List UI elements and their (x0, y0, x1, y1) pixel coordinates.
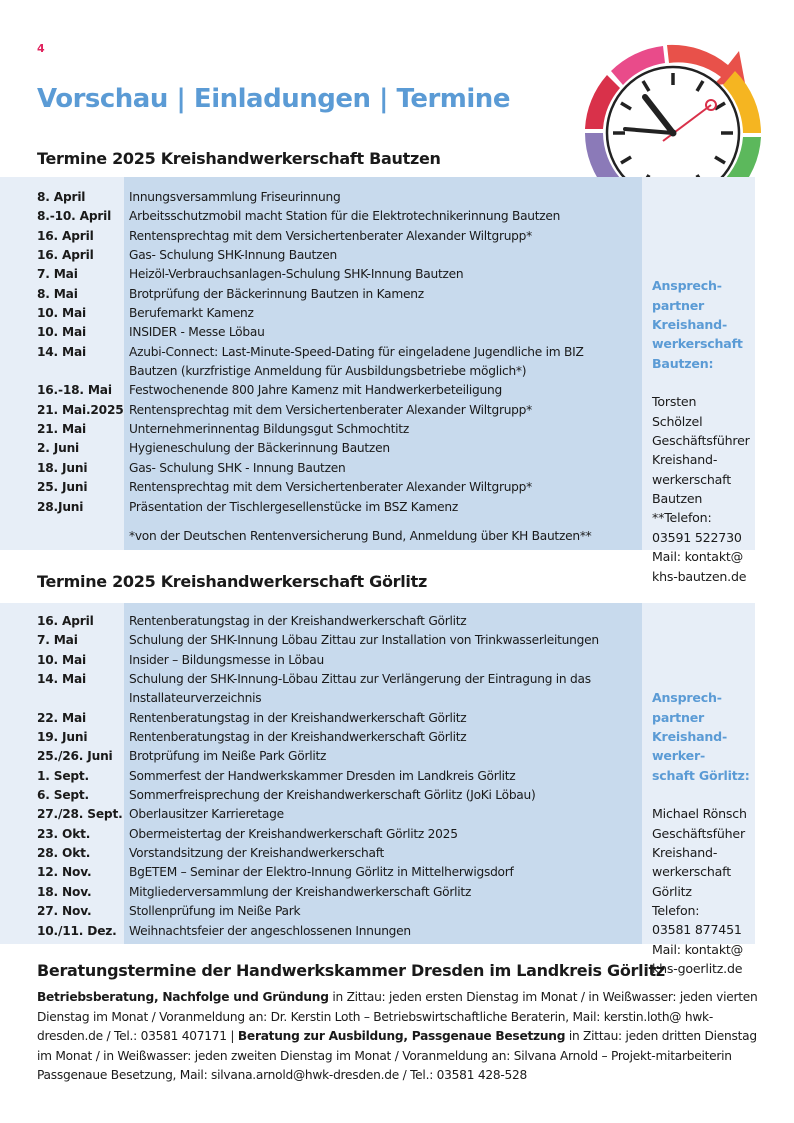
event-text: Festwochenende 800 Jahre Kamenz mit Handwerkerbeteiligung (129, 383, 502, 398)
event-text: Rentenberatungstag in der Kreishandwerkerschaft Görlitz (129, 730, 467, 745)
event-date: 18. Nov. (37, 884, 92, 899)
event-text: Sommerfest der Handwerkskammer Dresden im Landkreis Görlitz (129, 768, 516, 783)
table-row (0, 420, 642, 439)
bautzen-section-title: Termine 2025 Kreishandwerkerschaft Bautzen (37, 149, 441, 168)
event-date: 18. Juni (37, 460, 88, 475)
table-row (0, 902, 642, 921)
event-date: 21. Mai.2025 (37, 402, 124, 417)
table-row (0, 304, 642, 323)
bautzen-contact (652, 257, 750, 605)
table-row (0, 883, 642, 902)
table-row (0, 805, 642, 824)
event-text: Hygieneschulung der Bäckerinnung Bautzen (129, 441, 390, 456)
event-text: Sommerfreisprechung der Kreishandwerkerschaft Görlitz (JoKi Löbau) (129, 788, 536, 803)
beratung-text-2: in Zittau: jeden dritten Dienstag im Monat / in Weißwasser: jeden zweiten Dienstag im Monat / Voranmeldung an: Silvana Arnold – Projekt-mitarbeiterin Passgenaue Besetzung, Mail: silvana.arnold@hwk-dresden.de / Tel.: 03581 428-528 (37, 1029, 757, 1082)
table-row (0, 227, 642, 246)
event-date: 8. April (37, 190, 86, 204)
event-text: Obermeistertag der Kreishandwerkerschaft Görlitz 2025 (129, 826, 458, 841)
table-row (0, 401, 642, 420)
event-text: Rentensprechtag mit dem Versichertenberater Alexander Wiltgrupp* (129, 228, 532, 243)
event-text: Rentenberatungstag in der Kreishandwerkerschaft Görlitz (129, 710, 467, 725)
table-row (0, 612, 642, 631)
event-text: Rentenberatungstag in der Kreishandwerkerschaft Görlitz (129, 614, 467, 628)
event-date: 8.-10. April (37, 209, 112, 224)
event-text: Unternehmerinnentag Bildungsgut Schmochtitz (129, 422, 409, 437)
event-text: Schulung der SHK-Innung Löbau Zittau zur Installation von Trinkwasserleitungen (129, 633, 599, 648)
event-date: 10. Mai (37, 652, 86, 667)
event-date: 10. Mai (37, 325, 86, 340)
event-date: 16. April (37, 228, 94, 243)
beratung-bold-1: Betriebsberatung, Nachfolge und Gründung (37, 990, 329, 1004)
table-row (0, 207, 642, 226)
event-date: 16. April (37, 614, 94, 628)
event-text: Präsentation der Tischlergesellenstücke im BSZ Kamenz (129, 499, 459, 514)
event-date: 25. Juni (37, 480, 88, 495)
event-date: 23. Okt. (37, 826, 91, 841)
table-row (0, 381, 642, 400)
event-date: 10./11. Dez. (37, 923, 117, 938)
table-row (0, 323, 642, 342)
event-date: 16.-18. Mai (37, 383, 112, 398)
table-row (0, 285, 642, 304)
event-text: Rentensprechtag mit dem Versichertenberater Alexander Wiltgrupp* (129, 402, 532, 417)
event-date: 12. Nov. (37, 865, 92, 880)
event-text: Berufemarkt Kamenz (129, 306, 254, 321)
table-row (0, 728, 642, 747)
table-row (0, 922, 642, 941)
table-row (0, 825, 642, 844)
goerlitz-contact (652, 669, 750, 998)
table-row (0, 651, 642, 670)
event-date: 28. Okt. (37, 846, 91, 861)
event-text: Oberlausitzer Karrieretage (129, 807, 284, 822)
event-date: 14. Mai (37, 672, 86, 687)
event-text: Brotprüfung der Bäckerinnung Bautzen in Kamenz (129, 286, 424, 301)
table-row (0, 631, 642, 650)
event-date: 19. Juni (37, 730, 88, 745)
event-date: 27./28. Sept. (37, 807, 123, 822)
event-text: Arbeitsschutzmobil macht Station für die Elektrotechnikerinnung Bautzen (129, 209, 561, 224)
event-date: 7. Mai (37, 267, 78, 282)
event-text: Schulung der SHK-Innung-Löbau Zittau zur Verlängerung der Eintragung in das Installateurverzeichnis (129, 672, 591, 706)
event-date: 2. Juni (37, 441, 80, 456)
goerlitz-section-title: Termine 2025 Kreishandwerkerschaft Görlitz (37, 572, 427, 591)
event-text: Insider – Bildungsmesse in Löbau (129, 652, 324, 667)
event-text: Azubi-Connect: Last-Minute-Speed-Dating für eingeladene Jugendliche im BIZ Bautzen (kurzfristige Anmeldung für Ausbildungsbetriebe möglich*) (129, 344, 584, 379)
beratung-section-title: Beratungstermine der Handwerkskammer Dresden im Landkreis Görlitz (37, 961, 665, 980)
event-date: 16. April (37, 248, 94, 263)
table-row (0, 459, 642, 478)
event-date: 8. Mai (37, 286, 78, 301)
contact-heading: Ansprech- partner Kreishand- werkerschaft Bautzen: (652, 278, 743, 371)
event-date: 6. Sept. (37, 788, 89, 803)
event-date: 7. Mai (37, 633, 78, 648)
table-row (0, 265, 642, 284)
event-text: INSIDER - Messe Löbau (129, 325, 265, 340)
event-text: BgETEM – Seminar der Elektro-Innung Görlitz in Mittelherwigsdorf (129, 865, 514, 880)
beratung-bold-2: Beratung zur Ausbildung, Passgenaue Besetzung (237, 1029, 566, 1043)
table-row (0, 844, 642, 863)
event-date: 27. Nov. (37, 904, 92, 919)
table-row (0, 863, 642, 882)
table-row (0, 767, 642, 786)
table-row (0, 498, 642, 517)
goerlitz-rows (0, 612, 642, 941)
contact-heading: Ansprech- partner Kreishand- werker- schaft Görlitz: (652, 690, 750, 783)
contact-details: Torsten Schölzel Geschäftsführer Kreishand- werkerschaft Bautzen **Telefon: 03591 522730 Mail: kontakt@ khs-bautzen.de (652, 394, 750, 584)
event-text: Rentensprechtag mit dem Versichertenberater Alexander Wiltgrupp* (129, 480, 532, 495)
event-text: Weihnachtsfeier der angeschlossenen Innungen (129, 923, 411, 938)
beratung-paragraph (37, 988, 759, 1086)
table-row (0, 478, 642, 497)
event-text: Gas- Schulung SHK - Innung Bautzen (129, 460, 346, 475)
event-date: 21. Mai (37, 422, 86, 437)
page-title: Vorschau | Einladungen | Termine (37, 84, 510, 114)
table-row (0, 786, 642, 805)
event-date: 28.Juni (37, 499, 84, 514)
event-text: Stollenprüfung im Neiße Park (129, 904, 301, 919)
event-date: 10. Mai (37, 306, 86, 321)
event-text: Heizöl-Verbrauchsanlagen-Schulung SHK-Innung Bautzen (129, 267, 464, 282)
event-date: 1. Sept. (37, 768, 89, 783)
event-text: Vorstandsitzung der Kreishandwerkerschaft (129, 846, 385, 861)
bautzen-footnote: *von der Deutschen Rentenversicherung Bund, Anmeldung über KH Bautzen** (129, 529, 592, 543)
beratung-text-1: in Zittau: jeden ersten Dienstag im Monat / in Weißwasser: jeden vierten Dienstag im Monat / Voranmeldung an: Dr. Kerstin Loth – Betriebswirtschaftliche Beraterin, Mail: kerstin.loth@ hwk-dresden.de / Tel.: 03581 407171 | (37, 990, 758, 1043)
event-text: Brotprüfung im Neiße Park Görlitz (129, 749, 327, 764)
event-text: Mitgliederversammlung der Kreishandwerkerschaft Görlitz (129, 884, 472, 899)
event-text: Innungsversammlung Friseurinnung (129, 190, 341, 204)
page-number: 4 (37, 42, 45, 55)
event-date: 14. Mai (37, 344, 86, 359)
bautzen-rows (0, 188, 642, 517)
table-row (0, 188, 642, 207)
table-row (0, 670, 642, 709)
event-text: Gas- Schulung SHK-Innung Bautzen (129, 248, 337, 263)
table-row (0, 246, 642, 265)
table-row (0, 439, 642, 458)
contact-details: Michael Rönsch Geschäftsfüher Kreishand- werkerschaft Görlitz Telefon: 03581 877451 Mail: kontakt@ khs-goerlitz.de (652, 806, 747, 977)
table-row (0, 709, 642, 728)
table-row (0, 343, 642, 382)
event-date: 25./26. Juni (37, 749, 113, 764)
table-row (0, 747, 642, 766)
event-date: 22. Mai (37, 710, 86, 725)
